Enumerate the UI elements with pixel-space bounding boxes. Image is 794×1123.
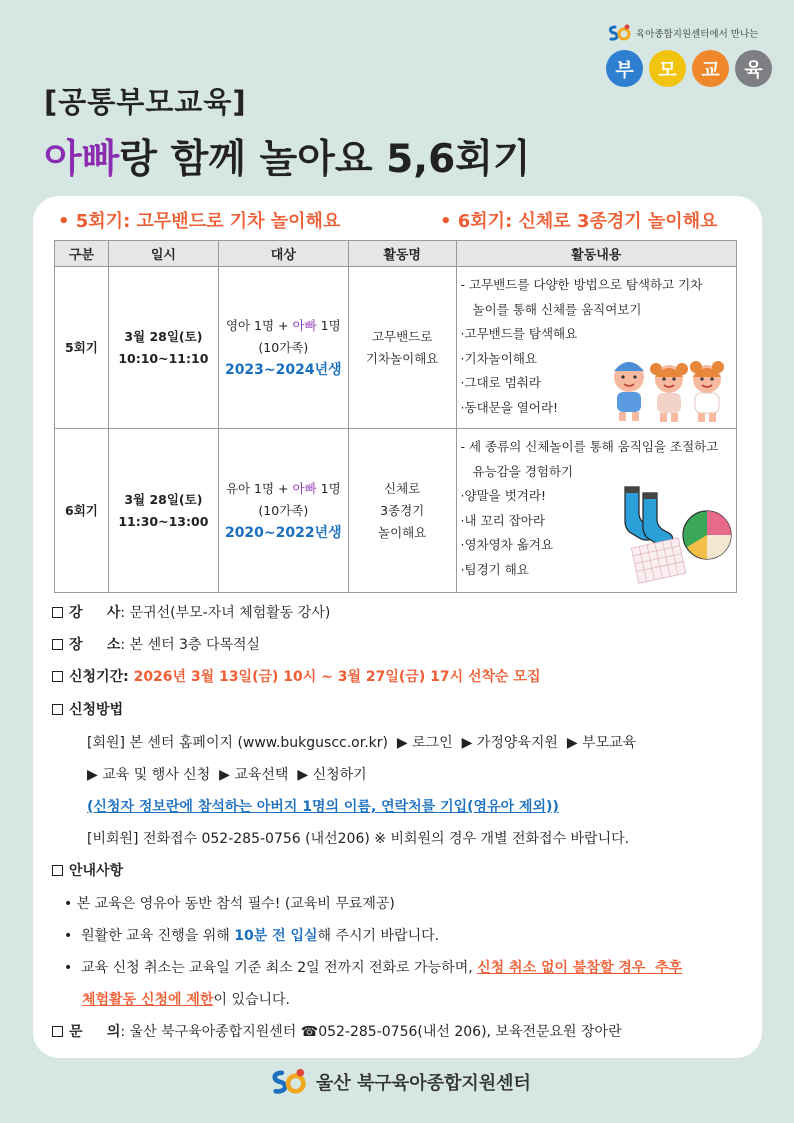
target-families: (10가족): [258, 502, 309, 518]
checkbox-square-icon: [52, 1026, 63, 1037]
title-rest: 랑 함께 놀아요 5,6회기: [119, 137, 531, 182]
period-label: 신청기간:: [69, 669, 129, 685]
header-content: 활동내용: [456, 241, 736, 267]
socks-ball-illustration-icon: [617, 483, 735, 587]
method-line-member: [회원] 본 센터 홈페이지 (www.bukguscc.or.kr) ▶ 로그인 ▶ 가정양육지원 ▶ 부모교육: [87, 735, 637, 751]
row-target: [218, 429, 348, 593]
checkbox-square-icon: [52, 865, 63, 876]
content-line: 놀이를 통해 신체를 움직여보기: [472, 301, 642, 317]
activity-line: 기차놀이해요: [365, 350, 439, 366]
activity-line: 놀이해요: [378, 524, 427, 540]
target-count: 1명: [316, 480, 341, 496]
content-line: - 고무밴드를 다양한 방법으로 탐색하고 기차: [460, 277, 703, 292]
checkbox-square-icon: [52, 704, 63, 715]
activity-line: 3종경기: [380, 502, 425, 518]
method-line-steps: ▶ 교육 및 행사 신청 ▶ 교육선택 ▶ 신청하기: [87, 767, 367, 783]
content-line: - 세 종류의 신체놀이를 통해 움직임을 조절하고: [460, 439, 719, 454]
header-category: 구분: [55, 241, 109, 267]
row-date: 3월 28일(토): [124, 491, 203, 507]
notice2-text: • 원활한 교육 진행을 위해: [64, 928, 235, 944]
content-line: 유능감을 경험하기: [472, 463, 574, 479]
badge-mo: 모: [649, 50, 686, 87]
content-line: ·팀경기 해요: [460, 561, 529, 577]
page-subtitle: [공통부모교육]: [44, 85, 247, 119]
badge-yuk: 육: [735, 50, 772, 87]
target-dad: 아빠: [292, 317, 317, 333]
notice2-text-end: 해 주시기 바랍니다.: [317, 928, 440, 944]
instructor-line: [52, 603, 330, 623]
target-child: 유아 1명 +: [225, 480, 293, 496]
content-line: ·내 꼬리 잡아라: [460, 512, 545, 528]
notice-item-1: • 본 교육은 영유아 동반 참석 필수! (교육비 무료제공): [64, 896, 395, 912]
content-line: ·그대로 멈춰라: [460, 375, 541, 390]
children-illustration-icon: [607, 347, 731, 425]
row-date: 3월 28일(토): [124, 328, 203, 344]
target-count: 1명: [316, 317, 341, 333]
row-content: [456, 267, 736, 429]
schedule-table: [54, 240, 737, 593]
content-line: ·영차영차 옮겨요: [460, 537, 554, 552]
method-line-note: (신청자 정보란에 참석하는 아버지 1명의 이름, 연락처를 기입(영유아 제외)): [87, 799, 559, 815]
brand-block: [606, 24, 776, 87]
target-years: 2023~2024년생: [224, 361, 342, 378]
header-target: 대상: [218, 241, 348, 267]
activity-line: 신체로: [384, 480, 421, 496]
notice3-text-end: 이 있습니다.: [213, 992, 290, 1008]
checkbox-square-icon: [52, 607, 63, 618]
place-value: : 본 센터 3층 다목적실: [120, 637, 261, 653]
notice-label: 안내사항: [69, 863, 124, 879]
target-families: (10가족): [258, 339, 309, 355]
target-years: 2020~2022년생: [224, 524, 342, 541]
notice-item-2: [64, 926, 439, 946]
method-heading: [52, 700, 123, 720]
content-line: ·동대문을 열어라!: [460, 399, 559, 415]
title-accent: 아빠: [44, 137, 120, 182]
center-logo-icon: [268, 1068, 308, 1096]
row-activity: [348, 267, 456, 429]
contact-label: 문 의: [69, 1024, 121, 1040]
row-label: 6회기: [55, 429, 109, 593]
place-line: [52, 635, 260, 655]
row-datetime: [108, 429, 218, 593]
checkbox-square-icon: [52, 639, 63, 650]
instructor-label: 강 사: [69, 605, 121, 621]
session6-title: • 6회기: 신체로 3종경기 놀이해요: [440, 211, 718, 232]
row-datetime: [108, 267, 218, 429]
table-row: [55, 429, 737, 593]
row-time: 11:30~13:00: [118, 513, 209, 529]
row-target: [218, 267, 348, 429]
footer-center-name: 울산 북구육아종합지원센터: [316, 1073, 531, 1094]
row-content: [456, 429, 736, 593]
header-datetime: 일시: [108, 241, 218, 267]
activity-line: 고무밴드로: [371, 328, 433, 344]
footer: [268, 1068, 531, 1096]
period-line: [52, 667, 540, 687]
target-child: 영아 1명 +: [225, 317, 293, 333]
table-header-row: [55, 241, 737, 267]
contact-line: [52, 1022, 622, 1042]
content-line: ·양말을 벗겨라!: [460, 488, 546, 503]
page-title: [44, 128, 531, 184]
notice3-highlight-cont: 체험활동 신청에 제한: [82, 992, 214, 1008]
row-activity: [348, 429, 456, 593]
instructor-value: : 문귀선(부모-자녀 체험활동 강사): [120, 605, 331, 621]
session5-title: • 5회기: 고무밴드로 기차 놀이해요: [58, 211, 341, 232]
contact-value: : 울산 북구육아종합지원센터 ☎052-285-0756(내선 206), 보육전문요원 장아란: [120, 1024, 622, 1040]
notice2-highlight: 10분 전 입실: [234, 928, 318, 944]
period-value: 2026년 3월 13일(금) 10시 ~ 3월 27일(금) 17시 선착순 모집: [128, 669, 541, 685]
row-time: 10:10~11:10: [118, 350, 209, 366]
target-dad: 아빠: [292, 480, 317, 496]
notice-item-3: [64, 958, 682, 978]
method-label: 신청방법: [69, 702, 124, 718]
place-label: 장 소: [69, 637, 121, 653]
notice-heading: [52, 861, 123, 881]
content-line: ·고무밴드를 탐색해요: [460, 326, 578, 341]
center-logo-icon: [606, 24, 632, 42]
notice3-text: • 교육 신청 취소는 교육일 기준 최소 2일 전까지 전화로 가능하며,: [64, 960, 478, 976]
row-label: 5회기: [55, 267, 109, 429]
brand-subtitle: 육아종합지원센터에서 만나는: [636, 29, 759, 40]
table-row: [55, 267, 737, 429]
notice-item-3-cont: [82, 990, 290, 1010]
notice3-highlight: 신청 취소 없이 불참할 경우 추후: [477, 960, 683, 976]
content-line: ·기차놀이해요: [460, 350, 537, 366]
badge-gyo: 교: [692, 50, 729, 87]
header-activity: 활동명: [348, 241, 456, 267]
checkbox-square-icon: [52, 671, 63, 682]
method-line-nonmember: [비회원] 전화접수 052-285-0756 (내선206) ※ 비회원의 경우 개별 전화접수 바랍니다.: [87, 831, 630, 847]
badge-bu: 부: [606, 50, 643, 87]
